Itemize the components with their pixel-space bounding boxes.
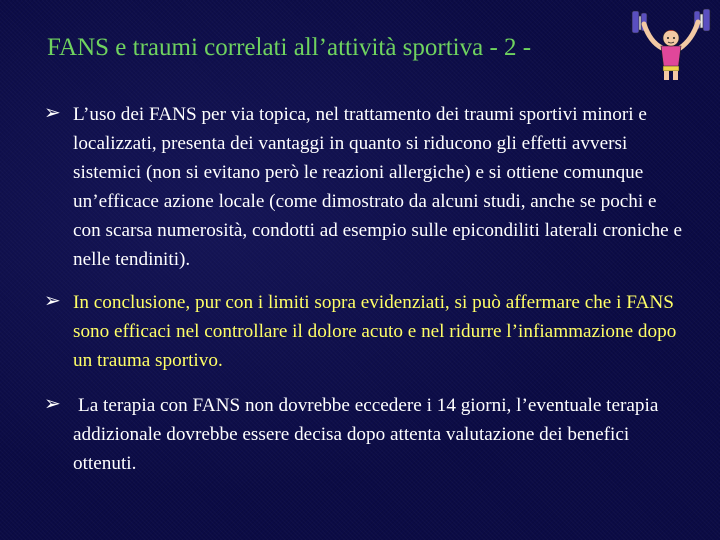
bullet-text: In conclusione, pur con i limiti sopra evidenziati, si può affermare che i FANS sono efficaci nel controllare il dolore acuto e nel ridurre l’infiammazione dopo un trauma sportivo. — [73, 292, 677, 371]
weightlifter-icon — [628, 8, 716, 80]
bullet-item — [44, 100, 684, 274]
arrow-bullet-icon: ➢ — [44, 288, 61, 312]
bullet-list — [44, 100, 684, 478]
bullet-text: L’uso dei FANS per via topica, nel trattamento dei traumi sportivi minori e localizzati, presenta dei vantaggi in quanto si riducono gli effetti avversi sistemici (non si evitano però le reazioni allergiche) e si ottiene comunque un’efficace azione locale (come dimostrato da alcuni studi, anche se pochi e con scarsa numerosità, condotti ad esempio sulle epicondiliti laterali croniche e nelle tendiniti). — [73, 104, 682, 270]
bullet-item — [44, 391, 684, 478]
arrow-bullet-icon: ➢ — [44, 100, 61, 124]
bullet-text: La terapia con FANS non dovrebbe eccedere i 14 giorni, l’eventuale terapia addizionale dovrebbe essere decisa dopo attenta valutazione dei benefici ottenuti. — [73, 395, 659, 474]
bullet-item — [44, 288, 684, 375]
arrow-bullet-icon: ➢ — [44, 391, 61, 415]
slide-title: FANS e traumi correlati all’attività sportiva - 2 - — [47, 34, 532, 61]
